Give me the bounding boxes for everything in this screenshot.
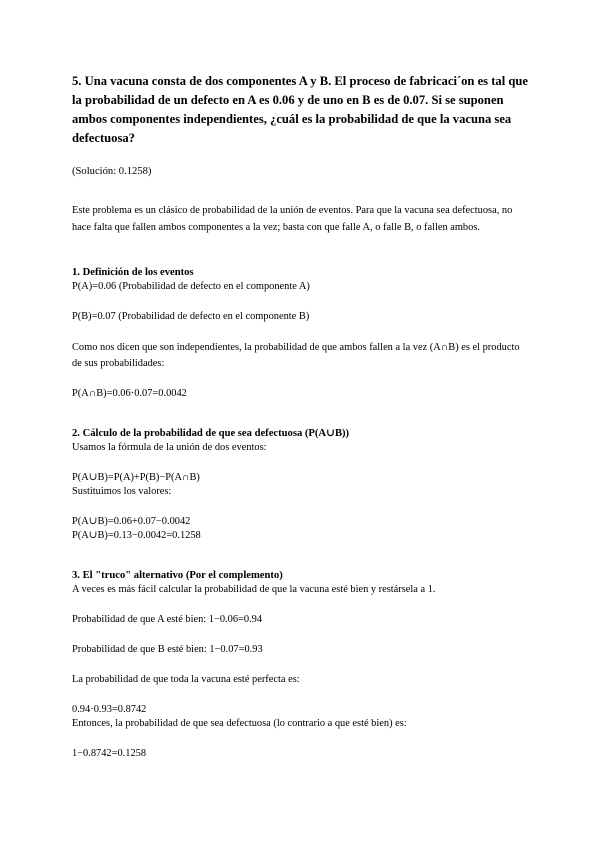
section3-perfect-calc: 0.94⋅0.93=0.8742 bbox=[72, 704, 147, 715]
section1-prob-a: P(A)=0.06 (Probabilidad de defecto en el componente A) bbox=[72, 281, 310, 292]
problem-title: 5. Una vacuna consta de dos componentes A y B. El proceso de fabricaci´on es tal que la probabilidad de un defecto en A es 0.06 y de uno en B es de 0.07. Si se suponen ambos componentes independientes, ¿cuál es la probabilidad de que la vacuna sea defectuosa? bbox=[72, 74, 528, 145]
intro-paragraph: Este problema es un clásico de probabilidad de la unión de eventos. Para que la vacuna sea defectuosa, no hace falta que fallen ambos componentes a la vez; basta con que falle A, o falle B, o fallen ambos. bbox=[72, 205, 513, 233]
section2-intro: Usamos la fórmula de la unión de dos eventos: bbox=[72, 442, 267, 453]
section2-step2: P(A∪B)=0.13−0.0042=0.1258 bbox=[72, 530, 201, 541]
solution-line: (Solución: 0.1258) bbox=[72, 166, 152, 177]
section3-perfect-intro: La probabilidad de que toda la vacuna esté perfecta es: bbox=[72, 674, 300, 685]
section2-formula: P(A∪B)=P(A)+P(B)−P(A∩B) bbox=[72, 472, 200, 483]
section3-prob-a-ok: Probabilidad de que A esté bien: 1−0.06=0.94 bbox=[72, 614, 263, 625]
section3-intro: A veces es más fácil calcular la probabilidad de que la vacuna esté bien y restársela a 1. bbox=[72, 584, 436, 595]
section2-title: 2. Cálculo de la probabilidad de que sea defectuosa (P(A∪B)) bbox=[72, 428, 350, 439]
section2-step1: P(A∪B)=0.06+0.07−0.0042 bbox=[72, 516, 191, 527]
section3-title: 3. El "truco" alternativo (Por el complemento) bbox=[72, 570, 283, 581]
section1-title: 1. Definición de los eventos bbox=[72, 267, 194, 278]
section3-defect-calc: 1−0.8742=0.1258 bbox=[72, 748, 147, 759]
section1-explanation: Como nos dicen que son independientes, la probabilidad de que ambos fallen a la vez (A∩B) es el producto de sus probabilidades: bbox=[72, 342, 520, 369]
section2-substitute: Sustituimos los valores: bbox=[72, 486, 172, 497]
section3-defect-intro: Entonces, la probabilidad de que sea defectuosa (lo contrario a que esté bien) es: bbox=[72, 718, 407, 729]
section3-prob-b-ok: Probabilidad de que B esté bien: 1−0.07=0.93 bbox=[72, 644, 263, 655]
document-page bbox=[72, 72, 530, 761]
section1-product: P(A∩B)=0.06⋅0.07=0.0042 bbox=[72, 388, 187, 399]
section1-prob-b: P(B)=0.07 (Probabilidad de defecto en el componente B) bbox=[72, 311, 310, 322]
